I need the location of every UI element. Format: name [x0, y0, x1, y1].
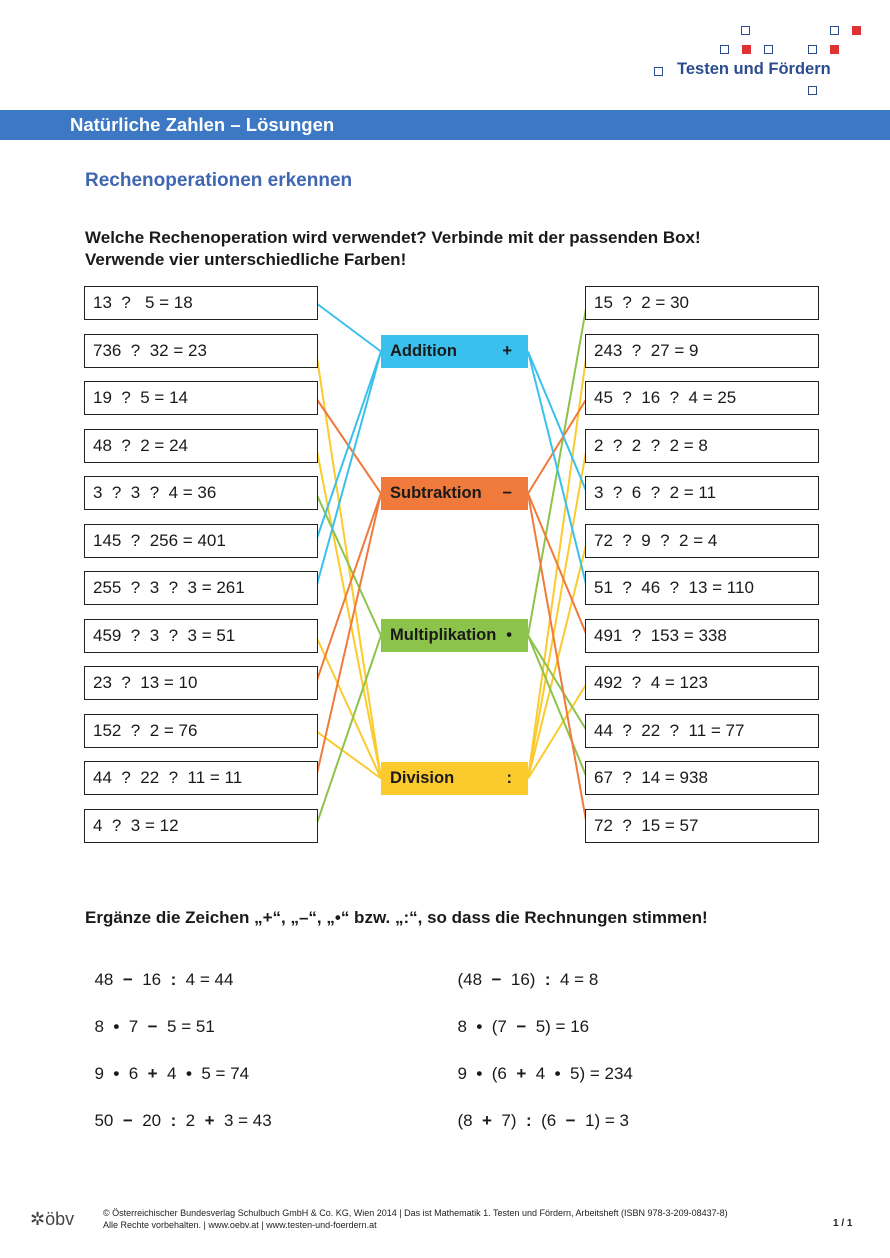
publisher-logo-text: öbv — [45, 1209, 75, 1229]
right-equation-box[interactable]: 2 ? 2 ? 2 = 8 — [585, 429, 819, 463]
dot-icon: • — [506, 626, 512, 644]
task2-instruction: Ergänze die Zeichen „+“, „–“, „•“ bzw. „:“, so dass die Rechnungen stimmen! — [85, 908, 708, 927]
left-equation-box[interactable]: 23 ? 13 = 10 — [84, 666, 318, 700]
operation-label: Addition — [390, 342, 457, 360]
operation-label: Division — [390, 769, 455, 787]
task1-instruction-line1: Welche Rechenoperation wird verwendet? Verbinde mit der passenden Box! — [85, 228, 701, 247]
right-equation-box[interactable]: 67 ? 14 = 938 — [585, 761, 819, 795]
colon-icon: : — [506, 769, 512, 787]
connection-line — [316, 352, 381, 542]
task2-equation-right: 8 • (7 − 5) = 16 — [457, 1017, 590, 1036]
right-equation-box[interactable]: 44 ? 22 ? 11 = 77 — [585, 714, 819, 748]
page-title: Natürliche Zahlen – Lösungen — [70, 114, 335, 135]
right-equation-box[interactable]: 45 ? 16 ? 4 = 25 — [585, 381, 819, 415]
addition-box[interactable] — [381, 335, 528, 368]
left-equation-box[interactable]: 736 ? 32 = 23 — [84, 334, 318, 368]
minus-icon: − — [502, 484, 512, 502]
task2-equation-left: 48 − 16 : 4 = 44 — [94, 970, 234, 989]
right-equation-box[interactable]: 15 ? 2 = 30 — [585, 286, 819, 320]
left-equation-box[interactable]: 13 ? 5 = 18 — [84, 286, 318, 320]
subtraction-box[interactable] — [381, 477, 528, 510]
left-equation-box[interactable]: 48 ? 2 = 24 — [84, 429, 318, 463]
publisher-logo: ✲öbv — [30, 1209, 75, 1229]
connection-line — [316, 303, 381, 352]
division-box[interactable] — [381, 762, 528, 795]
connection-line — [316, 494, 381, 684]
multiplication-box[interactable] — [381, 619, 528, 652]
task2-equation-left: 50 − 20 : 2 + 3 = 43 — [94, 1111, 272, 1130]
operation-label: Multiplikation — [390, 626, 497, 644]
operation-label: Subtraktion — [390, 484, 482, 502]
connection-line — [528, 398, 587, 494]
left-equation-box[interactable]: 459 ? 3 ? 3 = 51 — [84, 619, 318, 653]
right-equation-box[interactable]: 243 ? 27 = 9 — [585, 334, 819, 368]
connection-line — [316, 494, 381, 779]
task2-equation-right: (48 − 16) : 4 = 8 — [457, 970, 599, 989]
right-equation-box[interactable]: 51 ? 46 ? 13 = 110 — [585, 571, 819, 605]
left-equation-box[interactable]: 4 ? 3 = 12 — [84, 809, 318, 843]
task2-equation-right: (8 + 7) : (6 − 1) = 3 — [457, 1111, 629, 1130]
right-equation-box[interactable]: 3 ? 6 ? 2 = 11 — [585, 476, 819, 510]
rights-line: Alle Rechte vorbehalten. | www.oebv.at | www.testen-und-foerdern.at — [103, 1220, 377, 1230]
right-equation-box[interactable]: 492 ? 4 = 123 — [585, 666, 819, 700]
left-equation-box[interactable]: 44 ? 22 ? 11 = 11 — [84, 761, 318, 795]
brand-name: Testen und Fördern — [677, 60, 831, 78]
copyright-line: © Österreichischer Bundesverlag Schulbuch GmbH & Co. KG, Wien 2014 | Das ist Mathematik 1. Testen und Fördern, Arbeitsheft (ISBN 978-3-209-08437-8) — [103, 1208, 728, 1218]
left-equation-box[interactable]: 145 ? 256 = 401 — [84, 524, 318, 558]
page-number: 1 / 1 — [833, 1218, 853, 1229]
right-equation-box[interactable]: 72 ? 15 = 57 — [585, 809, 819, 843]
left-equation-box[interactable]: 255 ? 3 ? 3 = 261 — [84, 571, 318, 605]
task2-equation-left: 8 • 7 − 5 = 51 — [94, 1017, 215, 1036]
task2-equation-left: 9 • 6 + 4 • 5 = 74 — [94, 1064, 250, 1083]
left-equation-box[interactable]: 19 ? 5 = 14 — [84, 381, 318, 415]
task2-equation-right: 9 • (6 + 4 • 5) = 234 — [457, 1064, 633, 1083]
right-equation-box[interactable]: 491 ? 153 = 338 — [585, 619, 819, 653]
connection-line — [316, 352, 381, 589]
plus-icon: + — [502, 342, 512, 360]
connection-line — [528, 494, 587, 827]
right-equation-box[interactable]: 72 ? 9 ? 2 = 4 — [585, 524, 819, 558]
left-equation-box[interactable]: 3 ? 3 ? 4 = 36 — [84, 476, 318, 510]
left-equation-box[interactable]: 152 ? 2 = 76 — [84, 714, 318, 748]
section-title: Rechenoperationen erkennen — [85, 170, 353, 191]
task1-instruction-line2: Verwende vier unterschiedliche Farben! — [85, 250, 407, 269]
